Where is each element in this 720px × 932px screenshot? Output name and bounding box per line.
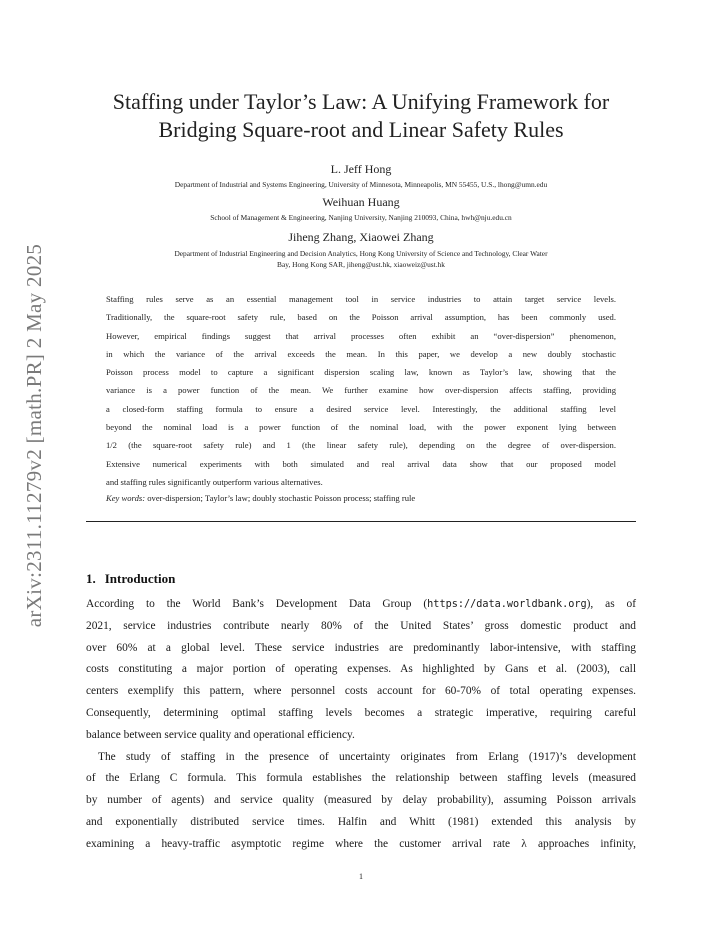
page-number: 1	[359, 872, 363, 881]
body-line: of the Erlang C formula. This formula establishes the relationship between staffing levels (measured	[86, 772, 636, 785]
abstract-line: Poisson process model to capture a significant dispersion scaling law, known as Taylor’s law, showing that the	[106, 367, 616, 378]
body-line: Consequently, determining optimal staffing levels becomes a strategic imperative, requiring careful	[86, 706, 636, 719]
body-line: According to the World Bank’s Development Data Group (https://data.worldbank.org), as of	[86, 598, 636, 610]
author-affiliation: Department of Industrial and Systems Engineering, University of Minnesota, Minneapolis, MN 55455, U.S., lhong@umn.edu	[174, 180, 548, 189]
body-line: and exponentially distributed service times. Halfin and Whitt (1981) extended this analysis by	[86, 815, 636, 828]
arxiv-identifier: arXiv:2311.11279v2 [math.PR] 2 May 2025	[22, 243, 47, 627]
abstract-line: variance is a power function of the mean. We further examine how over-dispersion affects staffing, providing	[106, 385, 616, 396]
body-line: examining a heavy-traffic asymptotic regime where the customer arrival rate λ approaches infinity,	[86, 837, 636, 850]
body-line: balance between service quality and operational efficiency.	[86, 728, 355, 741]
author-affiliation: Department of Industrial Engineering and Decision Analytics, Hong Kong University of Science and Technology, Clear Water	[174, 249, 548, 258]
body-line: 2021, service industries contribute nearly 80% of the United States’ gross domestic product and	[86, 619, 636, 632]
url-link[interactable]: https://data.worldbank.org	[427, 599, 587, 610]
abstract-line: Traditionally, the square-root safety rule, based on the Poisson arrival assumption, has been commonly used.	[106, 312, 616, 323]
abstract-line: beyond the nominal load is a power function of the nominal load, with the power exponent lying between	[106, 422, 616, 433]
keywords-label: Key words	[106, 493, 143, 503]
author-affiliation: Bay, Hong Kong SAR, jiheng@ust.hk, xiaoweiz@ust.hk	[277, 260, 445, 269]
keywords-text: over-dispersion; Taylor’s law; doubly stochastic Poisson process; staffing rule	[147, 493, 416, 503]
abstract-line: Extensive numerical experiments with both simulated and real arrival data show that our proposed model	[106, 458, 616, 469]
body-line: The study of staffing in the presence of uncertainty originates from Erlang (1917)’s development	[98, 750, 636, 763]
abstract-line: 1/2 (the square-root safety rule) and 1 (the linear safety rule), depending on the degree of over-dispersion.	[106, 440, 616, 451]
divider	[86, 521, 636, 522]
author-name: L. Jeff Hong	[330, 162, 392, 176]
author-name: Jiheng Zhang, Xiaowei Zhang	[288, 230, 434, 244]
author-name: Weihuan Huang	[322, 195, 400, 209]
body-line: centers exemplify this pattern, where personnel costs account for 60-70% of total operating expenses.	[86, 685, 636, 698]
section-number: 1.	[86, 571, 96, 586]
title-line-2: Bridging Square-root and Linear Safety Rules	[158, 117, 564, 142]
abstract	[106, 290, 616, 491]
arxiv-stamp	[20, 230, 50, 640]
title-line-1: Staffing under Taylor’s Law: A Unifying Framework for	[112, 89, 610, 114]
section-heading	[86, 571, 175, 587]
keywords: Key words: over-dispersion; Taylor’s law; doubly stochastic Poisson process; staffing rule	[106, 493, 416, 503]
section-title: Introduction	[104, 571, 176, 586]
body-line: over 60% at a global level. These service industries are predominantly labor-intensive, with staffing	[86, 641, 636, 654]
author-affiliation: School of Management & Engineering, Nanjing University, Nanjing 210093, China, hwh@nju.edu.cn	[210, 213, 512, 222]
body-line: by number of agents) and service quality (measured by delay probability), assuming Poisson arrivals	[86, 794, 636, 807]
abstract-line: Staffing rules serve as an essential management tool in service industries to attain target service levels.	[106, 294, 616, 304]
introduction-body	[86, 594, 636, 856]
paper-title	[86, 88, 636, 144]
abstract-line: a closed-form staffing formula to ensure a desired service level. Interestingly, the additional staffing level	[106, 403, 616, 414]
body-line: costs constituting a major portion of operating expenses. As highlighted by Gans et al. (2003), call	[86, 663, 636, 676]
abstract-line: and staffing rules significantly outperform various alternatives.	[106, 476, 323, 487]
abstract-line: in which the variance of the arrival exceeds the mean. In this paper, we develop a new doubly stochastic	[106, 348, 616, 359]
abstract-line: However, empirical findings suggest that arrival processes often exhibit an “over-dispersion” phenomenon,	[106, 330, 616, 341]
